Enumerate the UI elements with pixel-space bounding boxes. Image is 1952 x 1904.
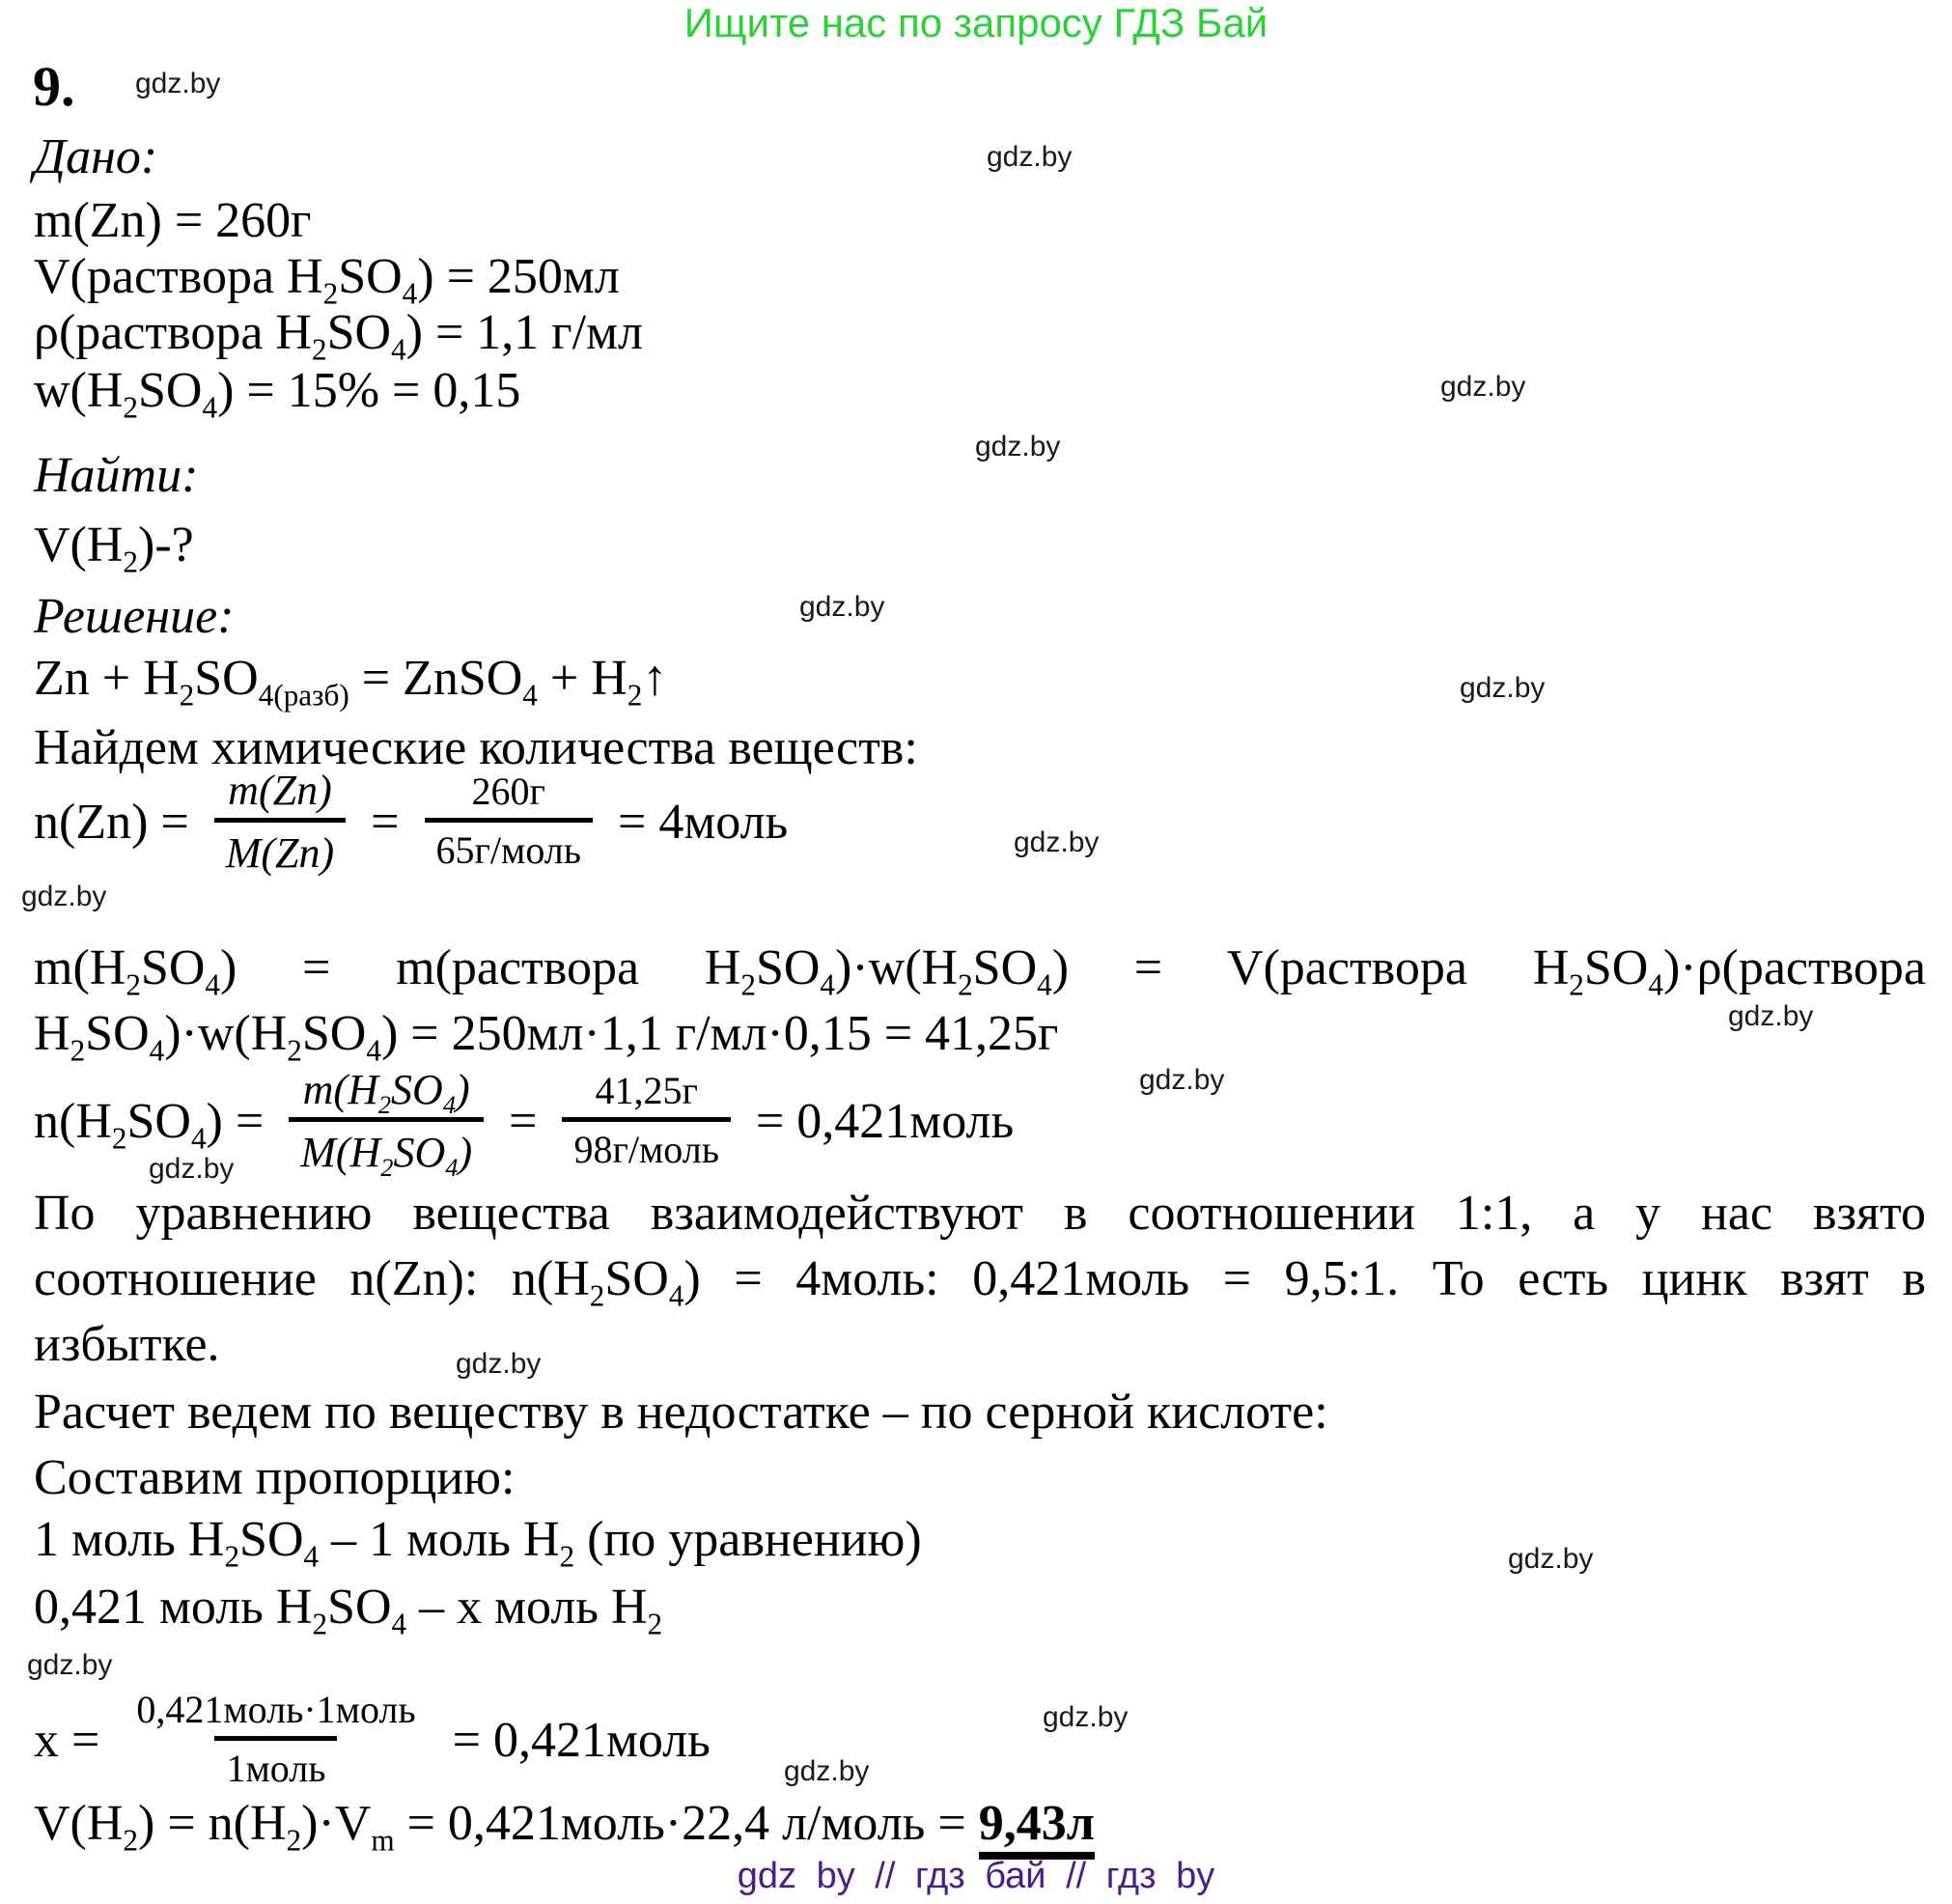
- mass-paragraph-line: $H_2SO_4)\cdot w(H_2SO_4) = 250мл\cdot 1,1$ г/мл·0,15 = 41,25г: [34, 1006, 1059, 1068]
- fraction-values: [125, 1689, 427, 1791]
- equation-n-h2so4: [34, 1062, 1014, 1180]
- proportion-line: 1 моль $H_2SO_4 - 1$ моль $H_2$ (по уравнению): [34, 1512, 922, 1574]
- fraction-denominator: M(Zn): [214, 818, 346, 877]
- gdz-watermark: gdz.by: [1508, 1543, 1594, 1575]
- footer-watermark: gdz by // гдз бай // гдз by: [737, 1856, 1215, 1896]
- ratio-paragraph-line: соотношение n(Zn): $n(H_2SO_4)$ = 4моль: 0,421моль = 9,5:1. То есть цинк взят в: [34, 1251, 1926, 1313]
- fraction-numerator: 260г: [471, 770, 545, 814]
- find-quantities-line: Найдем химические количества веществ:: [34, 720, 918, 775]
- fraction-values: [425, 770, 594, 873]
- fraction-numerator: 41,25г: [595, 1069, 698, 1113]
- equals-sign: =: [371, 794, 400, 850]
- fraction-symbolic: [289, 1065, 484, 1182]
- equation-lhs: n(Zn) =: [34, 794, 189, 850]
- given-line: $w(H_2SO_4) = 15\% = 0,15$: [34, 363, 521, 425]
- mass-paragraph-line: $m(H_2SO_4)$ = m(раствора $H_2SO_4)\cdot w(H_2SO_4)$ = V(раствора $H_2SO_4)\cdot\rho(раствора$: [34, 940, 1926, 1002]
- gdz-watermark: gdz.by: [1014, 826, 1100, 858]
- problem-number: 9.: [33, 55, 75, 118]
- fraction-numerator: $m(H_2SO_4)$: [302, 1065, 470, 1119]
- fraction-numerator: 0,421моль·1моль: [136, 1688, 416, 1732]
- gdz-watermark: gdz.by: [975, 431, 1061, 462]
- given-line: m(Zn) = 260г: [34, 193, 312, 248]
- ratio-paragraph-line: По уравнению вещества взаимодействуют в соотношении 1:1, а у нас взято: [34, 1186, 1926, 1241]
- equation-result: = 0,421моль: [452, 1712, 711, 1768]
- proportion-label: Составим пропорцию:: [34, 1450, 516, 1505]
- given-line: ρ(раствора $H_2SO_4) = 1,1$ г/мл: [34, 305, 643, 367]
- final-answer-value: 9,43л: [979, 1796, 1095, 1860]
- find-label: Найти:: [34, 448, 199, 503]
- equation-n-zn: [34, 763, 788, 881]
- equals-sign: =: [509, 1093, 538, 1149]
- gdz-watermark: gdz.by: [799, 591, 885, 623]
- solution-label: Решение:: [34, 589, 235, 644]
- gdz-watermark: gdz.by: [1139, 1064, 1225, 1096]
- equation-result: = 0,421моль: [755, 1093, 1015, 1149]
- fraction-symbolic: [214, 767, 346, 878]
- equation-x: [34, 1688, 711, 1792]
- reaction-equation: $Zn + H_2SO_{4(разб)}$ = ZnSO$_4$ + $H_2↑$: [34, 651, 668, 713]
- gdz-watermark: gdz.by: [149, 1153, 235, 1185]
- equation-result: = 4моль: [618, 794, 789, 850]
- fraction-denominator: 65г/моль: [425, 818, 594, 873]
- gdz-watermark: gdz.by: [21, 881, 107, 912]
- given-line: V(раствора $H_2SO_4) = 250мл$: [34, 249, 620, 311]
- final-answer-line: [34, 1794, 1095, 1858]
- find-line: $V(H_2)-$?: [34, 518, 194, 579]
- gdz-watermark: gdz.by: [1460, 672, 1546, 704]
- ratio-paragraph-line: избытке.: [34, 1317, 220, 1372]
- fraction-denominator: $M(H_2SO_4)$: [289, 1117, 484, 1176]
- gdz-watermark: gdz.by: [1043, 1701, 1129, 1733]
- gdz-watermark: gdz.by: [987, 141, 1073, 173]
- gdz-watermark: gdz.by: [1440, 371, 1526, 403]
- gdz-watermark: gdz.by: [27, 1649, 113, 1681]
- equation-lhs: $n(H_2SO_4)$ =: [34, 1093, 265, 1155]
- given-label: Дано:: [34, 129, 158, 184]
- gdz-watermark: gdz.by: [135, 68, 221, 99]
- equation-lhs: x =: [34, 1712, 100, 1768]
- calc-line: Расчет ведем по веществу в недостатке – по серной кислоте:: [34, 1385, 1328, 1440]
- fraction-denominator: 98г/моль: [562, 1117, 731, 1172]
- fraction-numerator: m(Zn): [228, 766, 332, 814]
- final-answer-body: $V(H_2) = n(H_2)\cdot V_m$ = 0,421моль·22,4 л/моль =: [34, 1796, 979, 1858]
- fraction-denominator: 1моль: [214, 1736, 337, 1791]
- gdz-watermark: gdz.by: [784, 1755, 870, 1787]
- gdz-watermark: gdz.by: [456, 1348, 542, 1380]
- header-banner: Ищите нас по запросу ГДЗ Бай: [683, 0, 1269, 45]
- fraction-values: [562, 1070, 731, 1172]
- gdz-watermark: gdz.by: [1728, 1000, 1814, 1032]
- proportion-line: 0,421 моль $H_2SO_4$ – x моль $H_2$: [34, 1580, 663, 1641]
